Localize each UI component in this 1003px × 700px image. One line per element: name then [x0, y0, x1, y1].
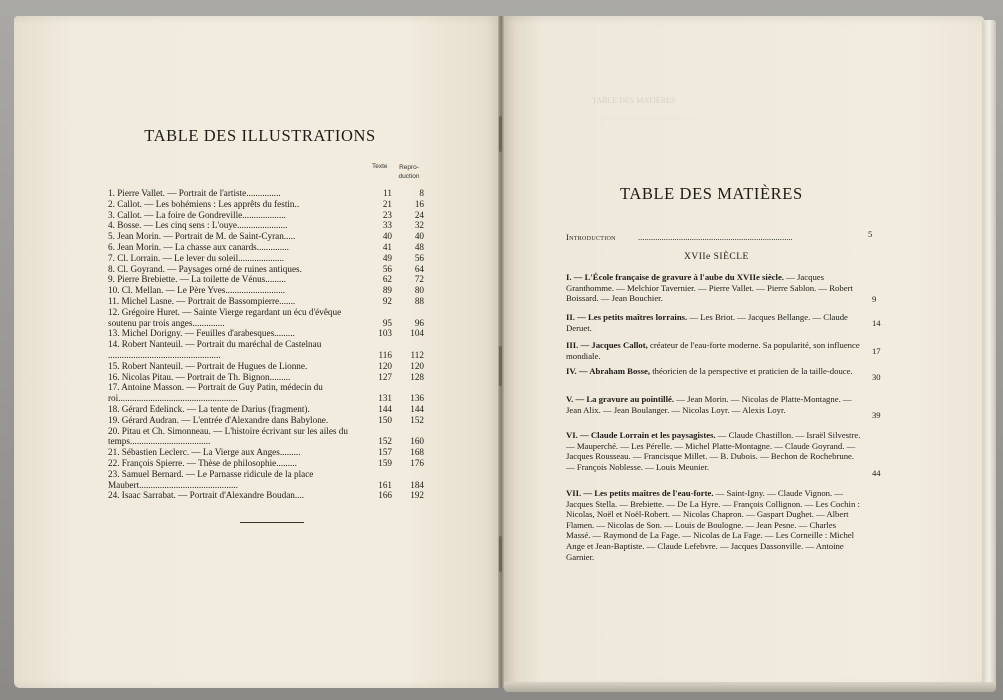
chapter-heading: III. — Jacques Callot, — [566, 340, 648, 350]
texte-page-number: 40 — [382, 231, 392, 242]
illustration-caption: 8. Cl. Goyrand. — Paysages orné de ruines antiques. — [108, 263, 302, 274]
chapter-page-number: 44 — [872, 468, 881, 478]
illustration-caption: 4. Bosse. — Les cinq sens : L'ouye...................... — [108, 220, 288, 231]
texte-page-number: 56 — [382, 263, 392, 274]
chapter-page-number: 9 — [872, 294, 877, 304]
illustration-row — [108, 199, 428, 210]
section-heading: XVIIe SIÈCLE — [684, 252, 749, 262]
chapter-entry — [566, 312, 862, 333]
chapter-entry — [566, 366, 862, 377]
chapter-description: théoricien de la perspective et praticien de la taille-douce. — [650, 366, 853, 376]
illustration-caption: 11. Michel Lasne. — Portrait de Bassompierre....... — [108, 295, 296, 306]
illustration-caption: 2. Callot. — Les bohémiens : Les apprêts du festin.. — [108, 198, 300, 209]
illustrations-title: TABLE DES ILLUSTRATIONS — [144, 126, 376, 145]
illustration-caption: 13. Michel Dorigny. — Feuilles d'arabesques......... — [108, 328, 295, 339]
chapter-heading: V. — La gravure au pointillé. — [566, 394, 675, 404]
binding-stitch — [499, 346, 502, 386]
chapter-description: — Saint-Igny. — Claude Vignon. — Jacques Stella. — Brebiette. — De La Hyre. — François Collignon. — Les Cochin : Nicolas, Noël et Noël-Robert. — Nicolas Chapron. — Gaspart Dughet. — Albert Flamen. — Nicolas de Son. — Louis de Boulogne. — Jean Pesne. — Charles Massé. — Raymond de La Fage. — Nicolas de La Fage. — Les Corneille : Michel Ange et Jean-Baptiste. — Claude Lefebvre. — Jacques Dassonville. — Antoine Garnier. — [566, 488, 860, 562]
illustration-caption: 19. Gérard Audran. — L'entrée d'Alexandre dans Babylone. — [108, 414, 329, 425]
reproduction-page-number: 184 — [410, 479, 424, 490]
illustration-caption: 17. Antoine Masson. — Portrait de Guy Patin, médecin du roi.................................................... — [108, 382, 323, 404]
illustration-row — [108, 296, 428, 307]
illustration-row — [108, 382, 428, 404]
illustration-row — [108, 220, 428, 231]
reproduction-page-number: 136 — [410, 393, 424, 404]
bleed-through-text: TABLE DES MATIÈRES — [592, 96, 676, 105]
texte-page-number: 95 — [382, 317, 392, 328]
illustration-row — [108, 458, 428, 469]
chapter-page-number: 17 — [872, 346, 881, 356]
texte-page-number: 11 — [383, 188, 392, 198]
chapter-entry — [566, 488, 862, 562]
reproduction-page-number: 152 — [410, 414, 424, 425]
chapter-description: — Jean Morin. — Nicolas de Platte-Montagne. — Jean Alix. — Jean Boulanger. — Nicolas Loyr. — Alexis Loyr. — [566, 394, 852, 415]
reproduction-page-number: 40 — [414, 231, 424, 242]
illustration-row — [108, 469, 428, 491]
texte-page-number: 103 — [378, 328, 392, 339]
illustration-row — [108, 404, 428, 415]
chapter-heading: VII. — Les petits maîtres de l'eau-forte. — [566, 488, 714, 498]
illustration-row — [108, 447, 428, 458]
texte-page-number: 159 — [378, 457, 392, 468]
reproduction-page-number: 104 — [410, 328, 424, 339]
reproduction-page-number: 56 — [414, 252, 424, 263]
reproduction-page-number: 176 — [410, 457, 424, 468]
texte-page-number: 152 — [378, 436, 392, 447]
texte-page-number: 150 — [378, 414, 392, 425]
contents-title: TABLE DES MATIÈRES — [620, 184, 803, 203]
illustration-caption: 6. Jean Morin. — La chasse aux canards.............. — [108, 241, 289, 252]
illustration-caption: 14. Robert Nanteuil. — Portrait du maréchal de Castelnau ................................................. — [108, 339, 322, 360]
illustration-caption: 12. Grégoire Huret. — Sainte Vierge regardant un écu d'évêque soutenu par trois anges.............. — [108, 306, 342, 328]
illustration-row — [108, 490, 428, 501]
illustration-caption: 16. Nicolas Pitau. — Portrait de Th. Bignon......... — [108, 371, 291, 382]
illustration-caption: 1. Pierre Vallet. — Portrait de l'artiste............... — [108, 188, 281, 198]
texte-page-number: 41 — [382, 241, 392, 252]
illustration-row — [108, 210, 428, 221]
illustration-row — [108, 426, 428, 448]
reproduction-page-number: 128 — [410, 371, 424, 382]
illustration-row — [108, 339, 428, 361]
reproduction-page-number: 168 — [410, 447, 424, 458]
reproduction-page-number: 80 — [414, 285, 424, 296]
introduction-page: 5 — [868, 229, 873, 239]
page-bottom-edge — [504, 682, 996, 692]
chapter-page-number: 30 — [872, 372, 881, 382]
column-header-texte: Texte — [372, 163, 388, 170]
illustration-row — [108, 372, 428, 383]
column-header-reproduction: Repro-duction — [398, 164, 420, 180]
binding-stitch — [499, 536, 502, 572]
reproduction-page-number: 144 — [410, 403, 424, 414]
reproduction-page-number: 160 — [410, 436, 424, 447]
illustration-row — [108, 415, 428, 426]
reproduction-page-number: 64 — [414, 263, 424, 274]
chapter-heading: IV. — Abraham Bosse, — [566, 366, 651, 376]
illustration-caption: 21. Sébastien Leclerc. — La Vierge aux Anges......... — [108, 447, 301, 458]
illustration-row — [108, 231, 428, 242]
reproduction-page-number: 96 — [414, 317, 424, 328]
separator-line — [240, 522, 304, 523]
reproduction-page-number: 88 — [414, 295, 424, 306]
illustration-row — [108, 264, 428, 275]
reproduction-page-number: 192 — [410, 490, 424, 501]
texte-page-number: 49 — [382, 252, 392, 263]
chapter-entry — [566, 430, 862, 472]
page-edge — [982, 20, 996, 688]
illustration-caption: 24. Isaac Sarrabat. — Portrait d'Alexandre Boudan.... — [108, 490, 305, 501]
texte-page-number: 33 — [382, 220, 392, 231]
illustration-row — [108, 361, 428, 372]
chapter-heading: II. — Les petits maîtres lorrains. — [566, 312, 688, 322]
texte-page-number: 131 — [378, 393, 392, 404]
reproduction-page-number: 32 — [414, 220, 424, 231]
texte-page-number: 127 — [378, 371, 392, 382]
reproduction-page-number: 24 — [414, 209, 424, 220]
texte-page-number: 166 — [378, 490, 392, 501]
chapter-heading: VI. — Claude Lorrain et les paysagistes. — [566, 430, 716, 440]
illustration-row — [108, 242, 428, 253]
bleed-through-text: . . . . . . . . . . . . . . . . . . . . . . . . — [600, 112, 694, 121]
illustration-caption: 3. Callot. — La foire de Gondreville................... — [108, 209, 286, 220]
illustration-caption: 20. Pitau et Ch. Simonneau. — L'histoire écrivant sur les ailes du temps................................... — [108, 425, 348, 447]
illustration-row — [108, 274, 428, 285]
texte-page-number: 89 — [382, 285, 392, 296]
chapter-description: — Jacques Granthomme. — Melchior Tavernier. — Pierre Vallet. — Pierre Sablon. — Robert Boissard. — Jean Bouchier. — [566, 272, 853, 304]
illustration-row — [108, 328, 428, 339]
illustration-caption: 18. Gérard Edelinck. — La tente de Darius (fragment). — [108, 403, 310, 414]
chapter-heading: I. — L'École française de gravure à l'aube du XVIIe siècle. — [566, 272, 784, 282]
illustration-caption: 23. Samuel Bernard. — Le Parnasse ridicule de la place Maubert........................................... — [108, 468, 314, 490]
chapter-page-number: 39 — [872, 410, 881, 420]
illustration-caption: 5. Jean Morin. — Portrait de M. de Saint-Cyran..... — [108, 231, 296, 242]
illustrations-list — [108, 188, 428, 501]
illustration-caption: 10. Cl. Mellan. — Le Père Yves.......................... — [108, 285, 286, 296]
chapter-entry — [566, 340, 862, 361]
illustration-caption: 9. Pierre Brebiette. — La toilette de Vénus......... — [108, 274, 286, 285]
texte-page-number: 161 — [378, 479, 392, 490]
reproduction-page-number: 8 — [419, 188, 424, 198]
texte-page-number: 144 — [378, 403, 392, 414]
reproduction-page-number: 48 — [414, 241, 424, 252]
reproduction-page-number: 120 — [410, 360, 424, 371]
illustration-row — [108, 307, 428, 329]
reproduction-page-number: 72 — [414, 274, 424, 285]
introduction-label: Introduction — [566, 232, 616, 242]
texte-page-number: 116 — [378, 349, 392, 360]
illustration-caption: 7. Cl. Lorrain. — Le lever du soleil.................... — [108, 252, 285, 263]
illustration-row — [108, 285, 428, 296]
leader-dots: ........................................................................ — [638, 232, 793, 242]
chapter-entry — [566, 272, 862, 304]
illustration-caption: 15. Robert Nanteuil. — Portrait de Hugues de Lionne. — [108, 360, 308, 371]
chapter-entry — [566, 394, 862, 415]
chapter-description: — Claude Chastillon. — Israël Silvestre. — Mauperché. — Les Pérelle. — Michel Platte-Montagne. — Claude Goyrand. — Jacques Rousseau. — Francisque Millet. — B. Dubois. — Bechon de Rochebrune. — François Noblesse. — Louis Meunier. — [566, 430, 861, 472]
texte-page-number: 62 — [382, 274, 392, 285]
texte-page-number: 21 — [382, 198, 392, 209]
chapter-description: — Les Briot. — Jacques Bellange. — Claude Deruet. — [566, 312, 848, 333]
chapter-page-number: 14 — [872, 318, 881, 328]
reproduction-page-number: 112 — [410, 349, 424, 360]
illustration-row — [108, 188, 428, 199]
illustration-row — [108, 253, 428, 264]
reproduction-page-number: 16 — [414, 198, 424, 209]
texte-page-number: 120 — [378, 360, 392, 371]
texte-page-number: 92 — [382, 295, 392, 306]
illustration-caption: 22. François Spierre. — Thèse de philosophie......... — [108, 457, 297, 468]
chapter-description: créateur de l'eau-forte moderne. Sa popularité, son influence mondiale. — [566, 340, 860, 361]
texte-page-number: 23 — [382, 209, 392, 220]
introduction-entry — [566, 229, 878, 242]
texte-page-number: 157 — [378, 447, 392, 458]
